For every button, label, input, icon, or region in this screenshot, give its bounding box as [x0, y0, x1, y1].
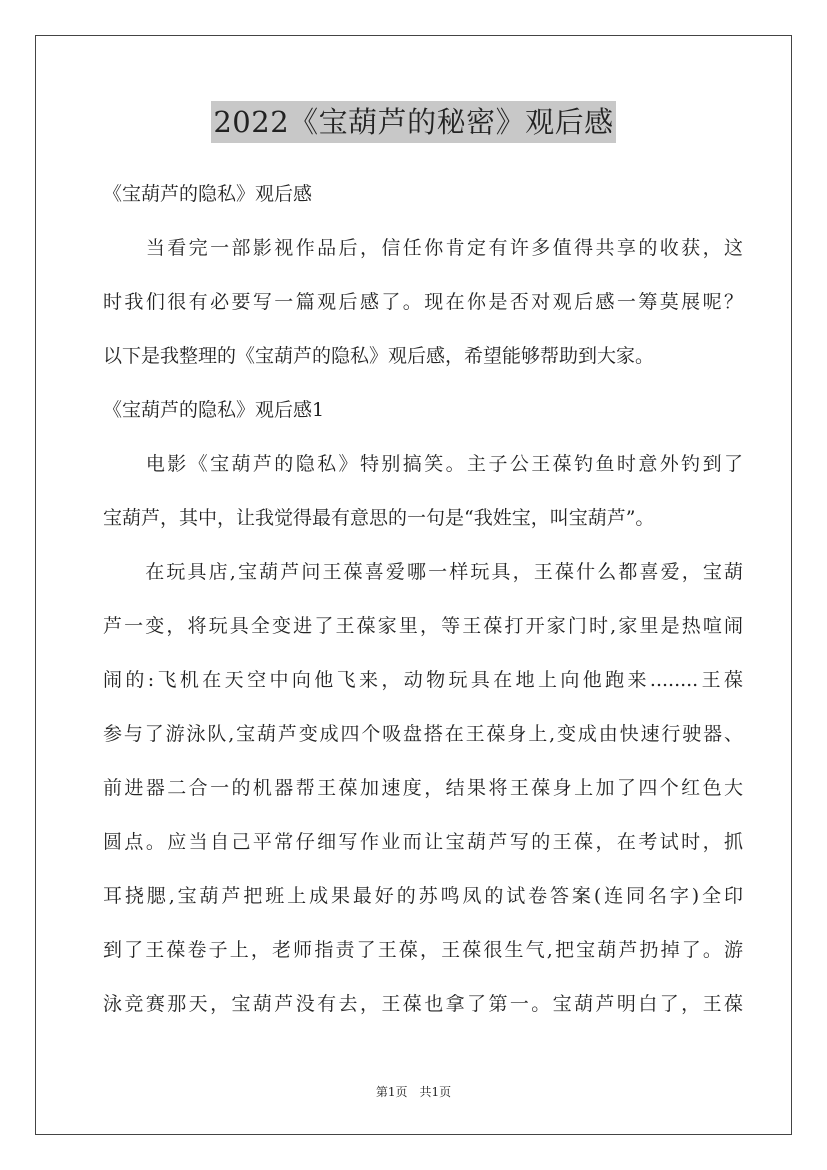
text-line: 泳竞赛那天，宝葫芦没有去，王葆也拿了第一。宝葫芦明白了，王葆	[103, 993, 743, 1015]
text-line: 圆点。应当自己平常仔细写作业而让宝葫芦写的王葆，在考试时，抓	[103, 831, 743, 853]
document-title: 2022《宝葫芦的秘密》观后感	[211, 101, 615, 143]
text-line: 芦一变，将玩具全变进了王葆家里，等王葆打开家门时,家里是热喧闹	[103, 615, 743, 637]
text-line: 闹的:飞机在天空中向他飞来，动物玩具在地上向他跑来........王葆	[103, 669, 743, 691]
text-line-heading: 《宝葫芦的隐私》观后感	[103, 183, 313, 205]
text-line: 宝葫芦，其中，让我觉得最有意思的一句是“我姓宝，叫宝葫芦”。	[103, 507, 655, 529]
title-container	[0, 101, 827, 143]
text-line: 电影《宝葫芦的隐私》特别搞笑。主子公王葆钓鱼时意外钓到了	[103, 453, 743, 475]
text-line: 时我们很有必要写一篇观后感了。现在你是否对观后感一筹莫展呢？	[103, 291, 743, 313]
text-line: 在玩具店,宝葫芦问王葆喜爱哪一样玩具，王葆什么都喜爱，宝葫	[103, 561, 743, 583]
text-line: 耳挠腮,宝葫芦把班上成果最好的苏鸣凤的试卷答案(连同名字)全印	[103, 885, 743, 907]
page-number-footer: 第1页 共1页	[375, 1085, 452, 1099]
text-line-heading: 《宝葫芦的隐私》观后感1	[103, 399, 325, 421]
text-line: 前进器二合一的机器帮王葆加速度，结果将王葆身上加了四个红色大	[103, 777, 743, 799]
text-line: 参与了游泳队,宝葫芦变成四个吸盘搭在王葆身上,变成由快速行驶器、	[103, 723, 743, 745]
text-line: 以下是我整理的《宝葫芦的隐私》观后感，希望能够帮助到大家。	[103, 345, 655, 367]
text-line: 当看完一部影视作品后，信任你肯定有许多值得共享的收获，这	[103, 237, 743, 259]
text-line: 到了王葆卷子上，老师指责了王葆，王葆很生气,把宝葫芦扔掉了。游	[103, 939, 743, 961]
